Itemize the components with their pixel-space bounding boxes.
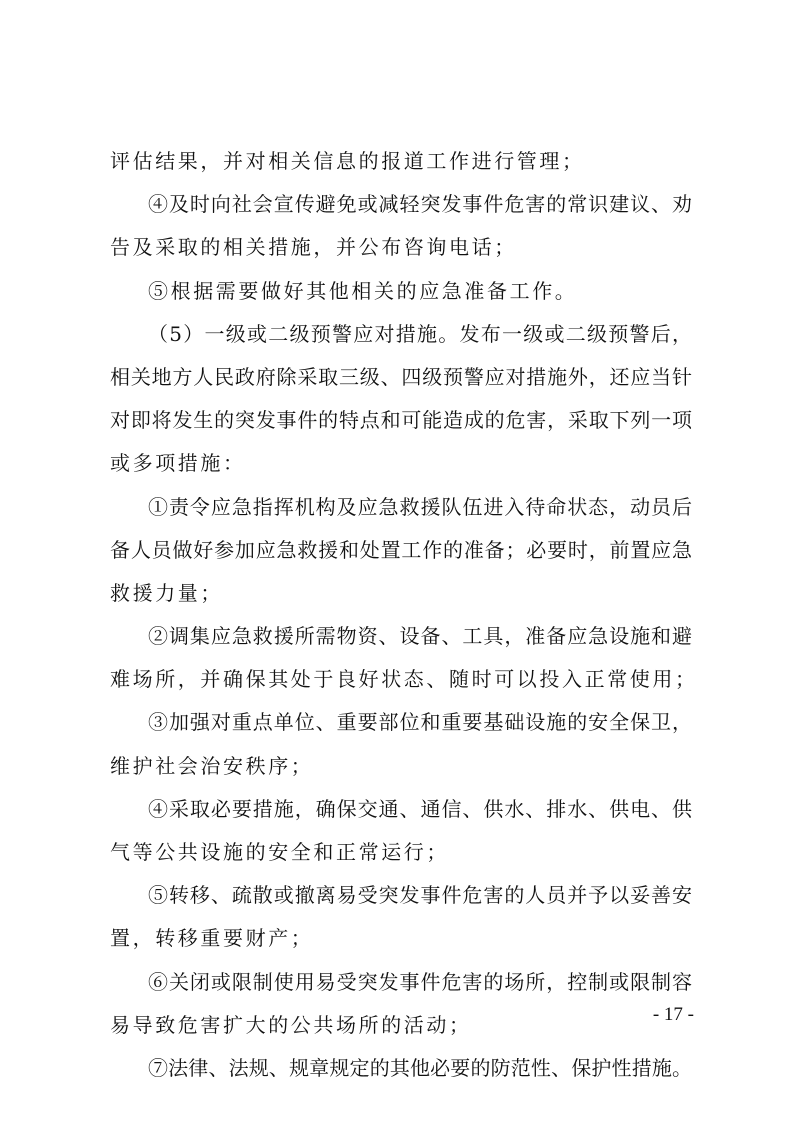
text-line: 易导致危害扩大的公共场所的活动； <box>110 1012 472 1037</box>
text-line: 对即将发生的突发事件的特点和可能造成的危害，采取下列一项 <box>110 408 692 433</box>
text-line: ⑤转移、疏散或撤离易受突发事件危害的人员并予以妥善安 <box>148 883 692 908</box>
text-line: 气等公共设施的安全和正常运行； <box>110 840 449 864</box>
text-line: ⑤根据需要做好其他相关的应急准备工作。 <box>148 278 578 303</box>
body-text <box>110 140 698 1090</box>
text-line: 难场所，并确保其处于良好状态、随时可以投入正常使用； <box>110 667 698 692</box>
text-line: ⑦法律、法规、规章规定的其他必要的防范性、保护性措施。 <box>148 1055 692 1080</box>
text-line: 或多项措施： <box>110 451 246 476</box>
text-line: 备人员做好参加应急救援和处置工作的准备；必要时，前置应急 <box>110 537 692 562</box>
text-line: 置，转移重要财产； <box>110 926 314 951</box>
text-line: ⑥关闭或限制使用易受突发事件危害的场所，控制或限制容 <box>148 969 692 994</box>
text-line: 相关地方人民政府除采取三级、四级预警应对措施外，还应当针 <box>110 364 692 389</box>
text-line: （5）一级或二级预警应对措施。发布一级或二级预警后， <box>148 321 692 346</box>
text-line: ①责令应急指挥机构及应急救援队伍进入待命状态，动员后 <box>148 494 692 519</box>
text-line: 告及采取的相关措施，并公布咨询电话； <box>110 235 517 260</box>
text-line: ②调集应急救援所需物资、设备、工具，准备应急设施和避 <box>148 624 692 649</box>
page-number: - 17 - <box>652 1004 694 1025</box>
text-line: 评估结果，并对相关信息的报道工作进行管理； <box>110 149 585 173</box>
text-line: ④及时向社会宣传避免或减轻突发事件危害的常识建议、劝 <box>148 192 692 217</box>
text-line: ③加强对重点单位、重要部位和重要基础设施的安全保卫， <box>148 710 692 735</box>
text-line: 救援力量； <box>110 580 223 605</box>
text-line: 维护社会治安秩序； <box>110 753 314 778</box>
text-line: ④采取必要措施，确保交通、通信、供水、排水、供电、供 <box>148 796 692 821</box>
